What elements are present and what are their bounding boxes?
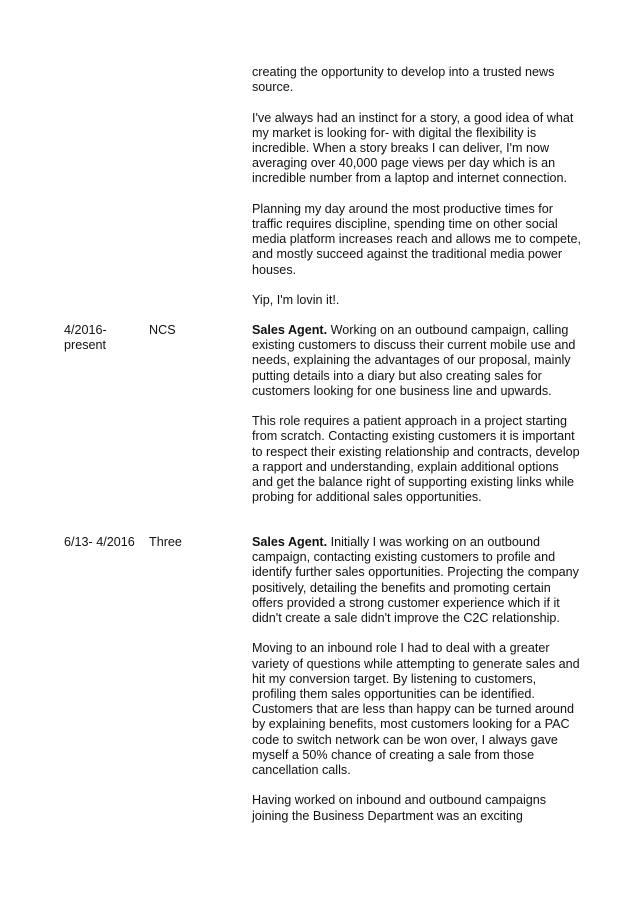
- entry-date: 6/13- 4/2016: [64, 535, 135, 549]
- role-summary: Working on an outbound campaign, calling existing customers to discuss their current mobile use and needs, explaining the advantages of our proposal, mainly putting details into a diary but also creating sales for customers looking for one business line and upwards.: [252, 323, 576, 398]
- entry-company: Three: [149, 535, 182, 549]
- paragraph: Moving to an inbound role I had to deal with a greater variety of questions while attempting to generate sales and hit my conversion target. By listening to customers, profiling them sales opportunities can be identified. Customers that are less than happy can be turned around by explaining benefits, most customers looking for a PAC code to switch network can be won over, I always gave myself a 50% chance of creating a sale from those cancellation calls.: [252, 641, 580, 778]
- continuation-description: [252, 65, 582, 308]
- paragraph: Planning my day around the most productive times for traffic requires discipline, spending time on other social media platform increases reach and allows me to compete, and mostly succeed against the traditional media power houses.: [252, 201, 581, 277]
- entry-intro: [252, 323, 582, 399]
- paragraph: Having worked on inbound and outbound campaigns joining the Business Department was an exciting: [252, 793, 547, 823]
- entry-intro: [252, 535, 582, 626]
- entry-date: 4/2016- present: [64, 323, 107, 353]
- role-title: Sales Agent.: [252, 323, 328, 337]
- paragraph: I've always had an instinct for a story, a good idea of what my market is looking for- with digital the flexibility is incredible. When a story breaks I can deliver, I'm now averaging over 40,000 page views per day which is an incredible number from a laptop and internet connection.: [252, 110, 574, 186]
- paragraph: creating the opportunity to develop into a trusted news source.: [252, 65, 555, 95]
- role-title: Sales Agent.: [252, 535, 328, 549]
- paragraph: Yip, I'm lovin it!.: [252, 293, 340, 307]
- entry-description: [252, 535, 582, 824]
- entry-company: NCS: [149, 323, 176, 337]
- entry-description: [252, 323, 582, 505]
- paragraph: This role requires a patient approach in a project starting from scratch. Contacting existing customers it is important to respect their existing relationship and contracts, develop a rapport and understanding, explain additional options and get the balance right of supporting existing links while probing for additional sales opportunities.: [252, 414, 580, 505]
- role-summary: Initially I was working on an outbound campaign, contacting existing customers to profile and identify further sales opportunities. Projecting the company positively, detailing the benefits and promoting certain offers provided a strong customer experience which if it didn't create a sale didn't improve the C2C relationship.: [252, 535, 579, 626]
